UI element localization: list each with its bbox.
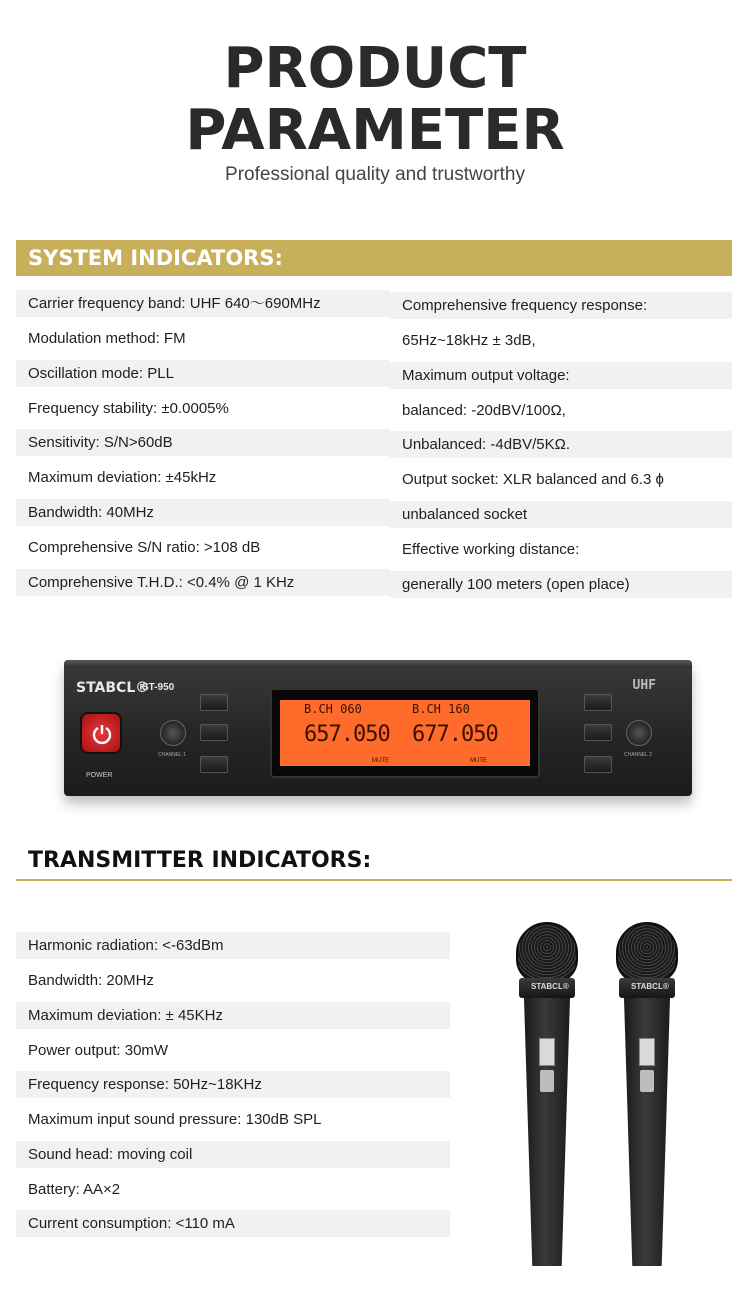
lcd-frequency-a: 657.050 [304,722,390,747]
transmitter-spec-row: Battery: AA×2 [28,1181,121,1198]
uhf-badge: UHF [632,678,656,693]
system-spec-row: Sensitivity: S/N>60dB [16,429,390,456]
receiver-image [64,660,692,796]
title-line-1: PRODUCT [223,36,527,101]
system-spec-row: balanced: -20dBV/100Ω, [402,402,566,419]
mic-screen [639,1038,655,1066]
mic-grille [616,922,678,984]
transmitter-heading-rule [16,879,732,881]
channel-1-label: CHANNEL 1 [158,752,186,758]
system-spec-row: Bandwidth: 40MHz [16,499,390,526]
transmitter-spec-row: Maximum input sound pressure: 130dB SPL [28,1111,322,1128]
system-heading-bar [16,240,732,276]
receiver-model: ST-950 [142,682,175,693]
mic-brand: STABCL® [631,982,669,991]
mic-brand: STABCL® [531,982,569,991]
page-subtitle: Professional quality and trustworthy [225,164,525,185]
mic-ring [519,978,575,998]
lcd-display [270,688,540,778]
system-spec-row: Maximum deviation: ±45kHz [28,469,217,486]
transmitter-spec-row: Harmonic radiation: <-63dBm [16,932,450,959]
lcd-screen [280,700,530,766]
transmitter-spec-row: Sound head: moving coil [16,1141,450,1168]
page-title [0,38,750,162]
mic-grille [516,922,578,984]
mic-ring [619,978,675,998]
system-spec-row: generally 100 meters (open place) [390,571,732,598]
system-spec-row: Effective working distance: [402,541,580,558]
lcd-channel-a: B.CH 060 [304,702,362,716]
system-spec-row: Comprehensive frequency response: [390,292,732,319]
channel-2-knob [626,720,652,746]
transmitter-spec-row: Power output: 30mW [28,1042,169,1059]
power-icon [80,712,122,754]
transmitter-spec-row: Frequency response: 50Hz~18KHz [16,1071,450,1098]
channel-1-knob [160,720,186,746]
system-spec-row: Maximum output voltage: [390,362,732,389]
lcd-mute-a: MUTE [372,758,389,764]
microphone-image [616,922,680,1272]
system-spec-row: Frequency stability: ±0.0005% [28,400,229,417]
lcd-frequency-b: 677.050 [412,722,498,747]
system-spec-row: 65Hz~18kHz ± 3dB, [402,332,536,349]
system-heading: SYSTEM INDICATORS: [28,246,283,270]
system-spec-row: Comprehensive T.H.D.: <0.4% @ 1 KHz [16,569,390,596]
mic-switch [640,1070,654,1092]
system-spec-row: Oscillation mode: PLL [16,360,390,387]
lcd-mute-b: MUTE [470,758,487,764]
microphone-image [516,922,580,1272]
title-line-2: PARAMETER [185,98,565,163]
ch1-button-up [200,724,228,741]
system-spec-row: Comprehensive S/N ratio: >108 dB [28,539,261,556]
lcd-channel-b: B.CH 160 [412,702,470,716]
ch2-button-up [584,724,612,741]
ch1-button-set [200,694,228,711]
ch2-button-down [584,756,612,773]
channel-2-label: CHANNEL 2 [624,752,652,758]
transmitter-heading: TRANSMITTER INDICATORS: [28,848,372,873]
system-spec-row: Output socket: XLR balanced and 6.3 ϕ [402,471,664,488]
ch1-button-down [200,756,228,773]
mic-switch [540,1070,554,1092]
system-spec-row: Carrier frequency band: UHF 640～690MHz [16,290,390,317]
ch2-button-set [584,694,612,711]
system-spec-row: Unbalanced: -4dBV/5KΩ. [390,431,732,458]
transmitter-spec-row: Maximum deviation: ± 45KHz [16,1002,450,1029]
system-spec-row: Modulation method: FM [28,330,186,347]
receiver-brand: STABCL® [76,680,150,696]
power-label: POWER [86,772,113,779]
transmitter-spec-row: Current consumption: <110 mA [16,1210,450,1237]
transmitter-spec-row: Bandwidth: 20MHz [28,972,154,989]
mic-screen [539,1038,555,1066]
receiver-top-edge [64,660,692,668]
system-spec-row: unbalanced socket [390,501,732,528]
